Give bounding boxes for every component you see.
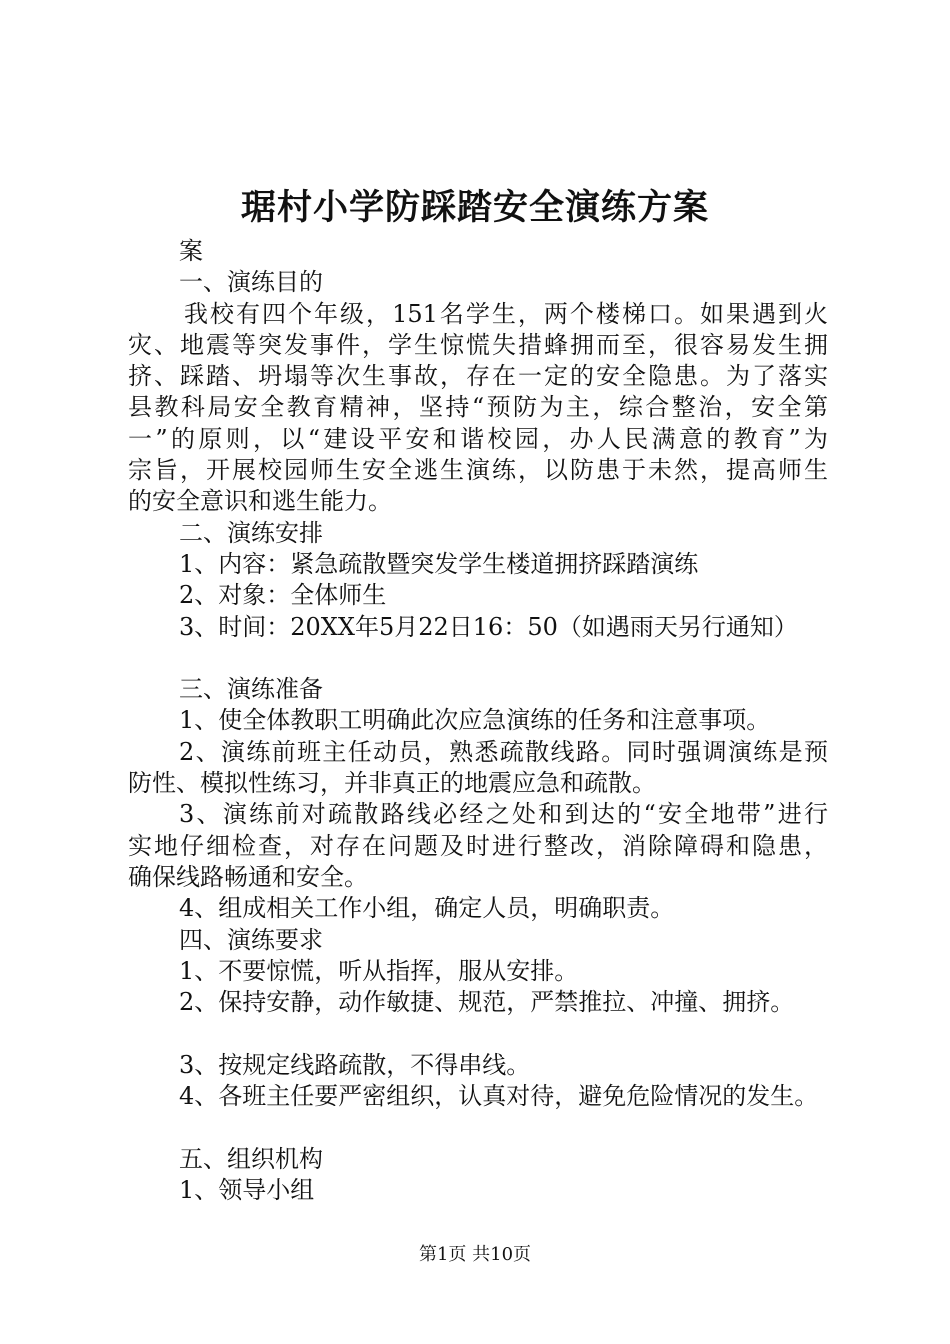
- paragraph-line: 防性、模拟性练习，并非真正的地震应急和疏散。: [128, 769, 656, 798]
- list-item: 2、保持安静，动作敏捷、规范，严禁推拉、冲撞、拥挤。: [179, 988, 795, 1017]
- list-item: 4、各班主任要严密组织，认真对待，避免危险情况的发生。: [179, 1082, 819, 1111]
- paragraph-line: 确保线路畅通和安全。: [128, 862, 368, 891]
- section-heading: 三、演练准备: [179, 675, 323, 704]
- list-item: 1、领导小组: [179, 1175, 315, 1204]
- list-item: 2、对象：全体师生: [179, 581, 387, 610]
- paragraph-line: 灾、地震等突发事件，学生惊慌失措蜂拥而至，很容易发生拥: [128, 330, 828, 359]
- document-body: [128, 236, 840, 1206]
- list-item: 4、组成相关工作小组，确定人员，明确职责。: [179, 894, 675, 923]
- list-item: 3、时间：20XX年5月22日16：50（如遇雨天另行通知）: [179, 612, 798, 641]
- text-line: 案: [179, 237, 203, 265]
- list-item: 2、演练前班主任动员，熟悉疏散线路。同时强调演练是预: [179, 737, 828, 766]
- section-heading: 五、组织机构: [179, 1144, 323, 1173]
- blank-line: [128, 643, 840, 674]
- paragraph-line: 宗旨，开展校园师生安全逃生演练，以防患于未然，提高师生: [128, 456, 828, 485]
- blank-line: [128, 1018, 840, 1049]
- list-item: 3、按规定线路疏散，不得串线。: [179, 1050, 531, 1079]
- list-item: 1、内容：紧急疏散暨突发学生楼道拥挤踩踏演练: [179, 549, 699, 578]
- list-item: 1、使全体教职工明确此次应急演练的任务和注意事项。: [179, 706, 771, 735]
- page-footer: 第1页 共10页: [418, 1244, 532, 1265]
- section-heading: 四、演练要求: [179, 925, 323, 954]
- paragraph-line: 的安全意识和逃生能力。: [128, 487, 392, 516]
- paragraph-line: 挤、踩踏、坍塌等次生事故，存在一定的安全隐患。为了落实: [128, 362, 828, 391]
- paragraph-line: 县教科局安全教育精神，坚持“预防为主，综合整治，安全第: [128, 393, 828, 422]
- list-item: 3、演练前对疏散路线必经之处和到达的“安全地带”进行: [179, 800, 828, 829]
- paragraph-line: 一”的原则，以“建设平安和谐校园，办人民满意的教育”为: [128, 424, 828, 453]
- paragraph-line: 我校有四个年级，151名学生，两个楼梯口。如果遇到火: [184, 299, 828, 328]
- paragraph-line: 实地仔细检查，对存在问题及时进行整改，消除障碍和隐患，: [128, 831, 828, 860]
- blank-line: [128, 1112, 840, 1143]
- section-heading: 一、演练目的: [179, 268, 323, 297]
- document-title: 琚村小学防踩踏安全演练方案: [240, 187, 709, 228]
- section-heading: 二、演练安排: [179, 518, 323, 547]
- list-item: 1、不要惊慌，听从指挥，服从安排。: [179, 956, 579, 985]
